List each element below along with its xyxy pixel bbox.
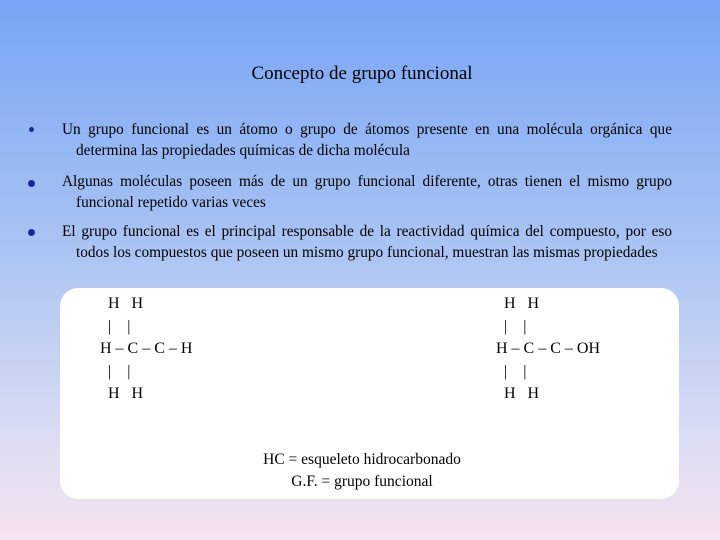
ethane-row-4: | |	[100, 362, 131, 380]
ethanol-row-1: H H	[496, 295, 540, 312]
ethanol-row-2: | |	[496, 317, 527, 335]
slide-title: Concepto de grupo funcional	[251, 63, 473, 84]
gf-note: G.F. = grupo funcional	[291, 473, 433, 490]
ethanol-row-4: | |	[496, 362, 527, 380]
ethanol-structure	[496, 293, 600, 406]
ethane-row-5: H H	[100, 385, 144, 402]
ethane-row-3: H – C – C – H	[100, 340, 193, 357]
bullet-dot-2	[28, 180, 35, 187]
bullet-dot-1	[29, 127, 34, 132]
bullet-text-2: Algunas moléculas poseen más de un grupo funcional diferente, otras tienen el mismo grupo funcional repetido varias veces	[62, 173, 672, 211]
hc-note: HC = esqueleto hidrocarbonado	[263, 451, 461, 468]
bullet-dot-3	[28, 229, 35, 236]
ethanol-row-3: H – C – C – OH	[496, 340, 601, 357]
bullet-text-1: Un grupo funcional es un átomo o grupo de átomos presente en una molécula orgánica que determina las propiedades químicas de dicha molécula	[62, 121, 672, 159]
ethanol-row-5: H H	[496, 385, 540, 402]
ethane-structure	[100, 293, 192, 406]
bullet-text-3: El grupo funcional es el principal responsable de la reactividad química del compuesto, por eso todos los compuestos que poseen un mismo grupo funcional, muestran las mismas propiedades	[62, 223, 672, 261]
ethane-row-2: | |	[100, 317, 131, 335]
ethane-row-1: H H	[100, 295, 144, 312]
